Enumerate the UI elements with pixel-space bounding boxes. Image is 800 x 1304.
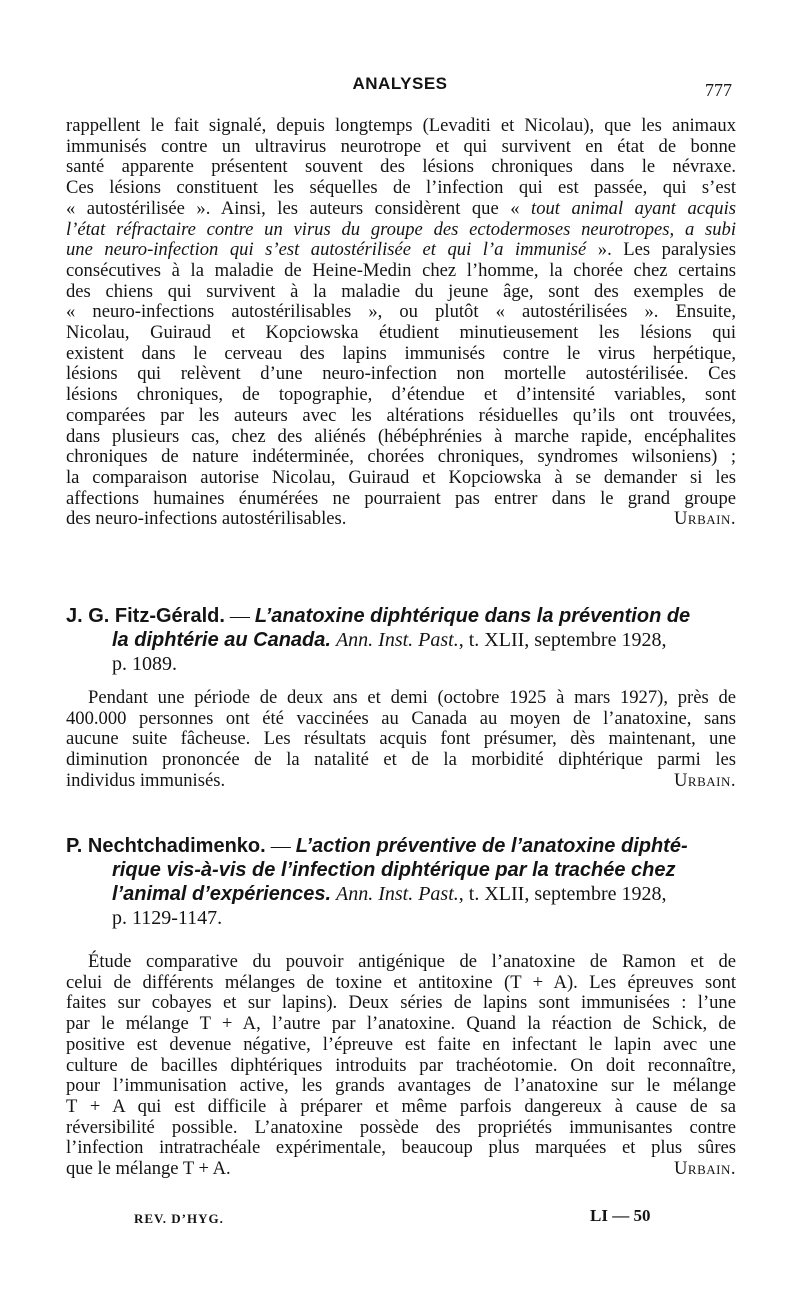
- article2-body: [66, 688, 736, 792]
- article3-heading: [66, 834, 736, 930]
- text-line: immunisés contre un ultravirus neurotrope et qui survivent en état de bonne: [66, 135, 736, 157]
- text-line: diminution prononcée de la natalité et de la morbidité diphtérique parmi les: [66, 749, 736, 771]
- text-line: faites sur cobayes et sur lapins). Deux séries de lapins sont immunisées : l’une: [66, 992, 736, 1014]
- text-line: pour l’immunisation active, les grands avantages de l’anatoxine sur le mélange: [66, 1075, 736, 1097]
- text-segment: que le mélange T + A.: [66, 1158, 231, 1180]
- text-segment: « autostérilisée ». Ainsi, les auteurs considèrent que «: [66, 197, 532, 219]
- text-line: « neuro-infections autostérilisables », ou plutôt « autostérilisées ». Ensuite,: [66, 301, 736, 323]
- signature: Urbain.: [673, 1158, 736, 1180]
- article-title: L’action préventive de l’anatoxine diphté-: [295, 835, 688, 857]
- text-line: [66, 1159, 736, 1180]
- text-line: des chiens qui survivent à la maladie du jeune âge, sont des exemples de: [66, 280, 736, 302]
- text-line: [66, 220, 736, 241]
- text-line: la comparaison autorise Nicolau, Guiraud et Kopciowska à se demander si les: [66, 466, 736, 488]
- heading-line: [66, 604, 736, 628]
- text-segment: des neuro-infections autostérilisables.: [66, 508, 347, 530]
- heading-line: [66, 834, 736, 858]
- italic-quote: une neuro-infection qui s’est autostérilisée et qui l’a immunisé: [66, 239, 587, 261]
- text-line: par le mélange T + A, l’autre par l’anatoxine. Quand la réaction de Schick, de: [66, 1013, 736, 1035]
- text-line: positive est devenue négative, l’épreuve est faite en infectant le lapin avec une: [66, 1033, 736, 1055]
- text-line: affections humaines énumérées ne pourraient pas entrer dans le grand groupe: [66, 487, 736, 509]
- text-line: [66, 199, 736, 220]
- text-line: celui de différents mélanges de toxine et antitoxine (T + A). Les épreuves sont: [66, 971, 736, 993]
- text-line: chroniques de nature indéterminée, chorées chroniques, syndromes wilsoniens) ;: [66, 446, 736, 468]
- article3-body: [66, 952, 736, 1180]
- article-title: rique vis-à-vis de l’infection diphtérique par la trachée chez: [112, 859, 676, 881]
- dash: —: [265, 835, 296, 857]
- footer-journal-abbrev: REV. D’HYG.: [134, 1211, 224, 1226]
- text-segment: ». Les paralysies: [586, 239, 736, 261]
- text-line: lésions qui relèvent d’une neuro-infection non mortelle autostérilisée. Ces: [66, 363, 736, 385]
- text-line: l’infection intratrachéale expérimentale, beaucoup plus marquées et plus sûres: [66, 1137, 736, 1159]
- heading-line: p. 1129-1147.: [112, 907, 223, 929]
- signature: Urbain.: [673, 508, 736, 530]
- text-line: culture de bacilles diphtériques introduits par trachéotomie. On doit reconnaître,: [66, 1054, 736, 1076]
- text-line: aucune suite fâcheuse. Les résultats acquis font présumer, dès maintenant, une: [66, 728, 736, 750]
- text-line: santé apparente présentent souvent des lésions chroniques dans le névraxe.: [66, 156, 736, 178]
- article2-heading: [66, 604, 736, 676]
- author: P. Nechtchadimenko.: [66, 835, 266, 857]
- author: J. G. Fitz-Gérald.: [66, 605, 225, 627]
- text-line: [66, 509, 736, 530]
- text-line: Nicolau, Guiraud et Kopciowska étudient minutieusement les lésions qui: [66, 322, 736, 344]
- journal-name: Ann. Inst. Past.: [335, 629, 459, 651]
- page-number: 777: [705, 80, 732, 100]
- text-segment: individus immunisés.: [66, 769, 226, 791]
- text-line: [66, 240, 736, 261]
- italic-quote: l’état réfractaire contre un virus du groupe des ectodermoses neurotropes, a subi: [66, 218, 736, 240]
- italic-quote: tout animal ayant acquis: [531, 197, 736, 219]
- journal-name: Ann. Inst. Past.: [336, 883, 459, 905]
- text-line: réversibilité possible. L’anatoxine possède des propriétés immunisantes contre: [66, 1116, 736, 1138]
- heading-line: [66, 628, 736, 652]
- footer-signature-mark: LI — 50: [590, 1206, 651, 1225]
- article-title: l’animal d’expériences.: [112, 883, 331, 905]
- text-line: dans plusieurs cas, chez des aliénés (hébéphrénies à marche rapide, encéphalites: [66, 425, 736, 447]
- text-line: consécutives à la maladie de Heine-Medin chez l’homme, la chorée chez certains: [66, 259, 736, 281]
- text-line: Pendant une période de deux ans et demi (octobre 1925 à mars 1927), près de: [88, 687, 736, 708]
- text-line: T + A qui est difficile à préparer et même parfois dangereux à cause de sa: [66, 1095, 736, 1117]
- heading-line: [66, 882, 736, 906]
- article-title: L’anatoxine diphtérique dans la prévention de: [254, 605, 691, 627]
- running-title: ANALYSES: [352, 74, 448, 93]
- heading-line: p. 1089.: [112, 653, 177, 675]
- text-line: Ces lésions constituent les séquelles de l’infection qui est passée, qui s’est: [66, 177, 736, 199]
- text-line: Étude comparative du pouvoir antigénique de l’anatoxine de Ramon et de: [88, 951, 736, 972]
- text-line: [66, 771, 736, 792]
- heading-line: [66, 858, 736, 882]
- text-line: lésions chroniques, de topographie, d’étendue et d’intensité variables, sont: [66, 384, 736, 406]
- text-line: 400.000 personnes ont été vaccinées au Canada au moyen de l’anatoxine, sans: [66, 707, 736, 729]
- dash: —: [224, 605, 255, 627]
- citation: , t. XLII, septembre 1928,: [458, 629, 667, 651]
- text-line: comparées par les auteurs avec les altérations résiduelles qu’ils ont trouvées,: [66, 404, 736, 426]
- text-line: rappellent le fait signalé, depuis longtemps (Levaditi et Nicolau), que les animaux: [66, 115, 736, 136]
- signature: Urbain.: [673, 769, 736, 791]
- text-line: existent dans le cerveau des lapins immunisés contre le virus herpétique,: [66, 342, 736, 364]
- article1-continuation: [66, 116, 736, 530]
- citation: , t. XLII, septembre 1928,: [458, 883, 667, 905]
- article-title: la diphtérie au Canada.: [112, 629, 331, 651]
